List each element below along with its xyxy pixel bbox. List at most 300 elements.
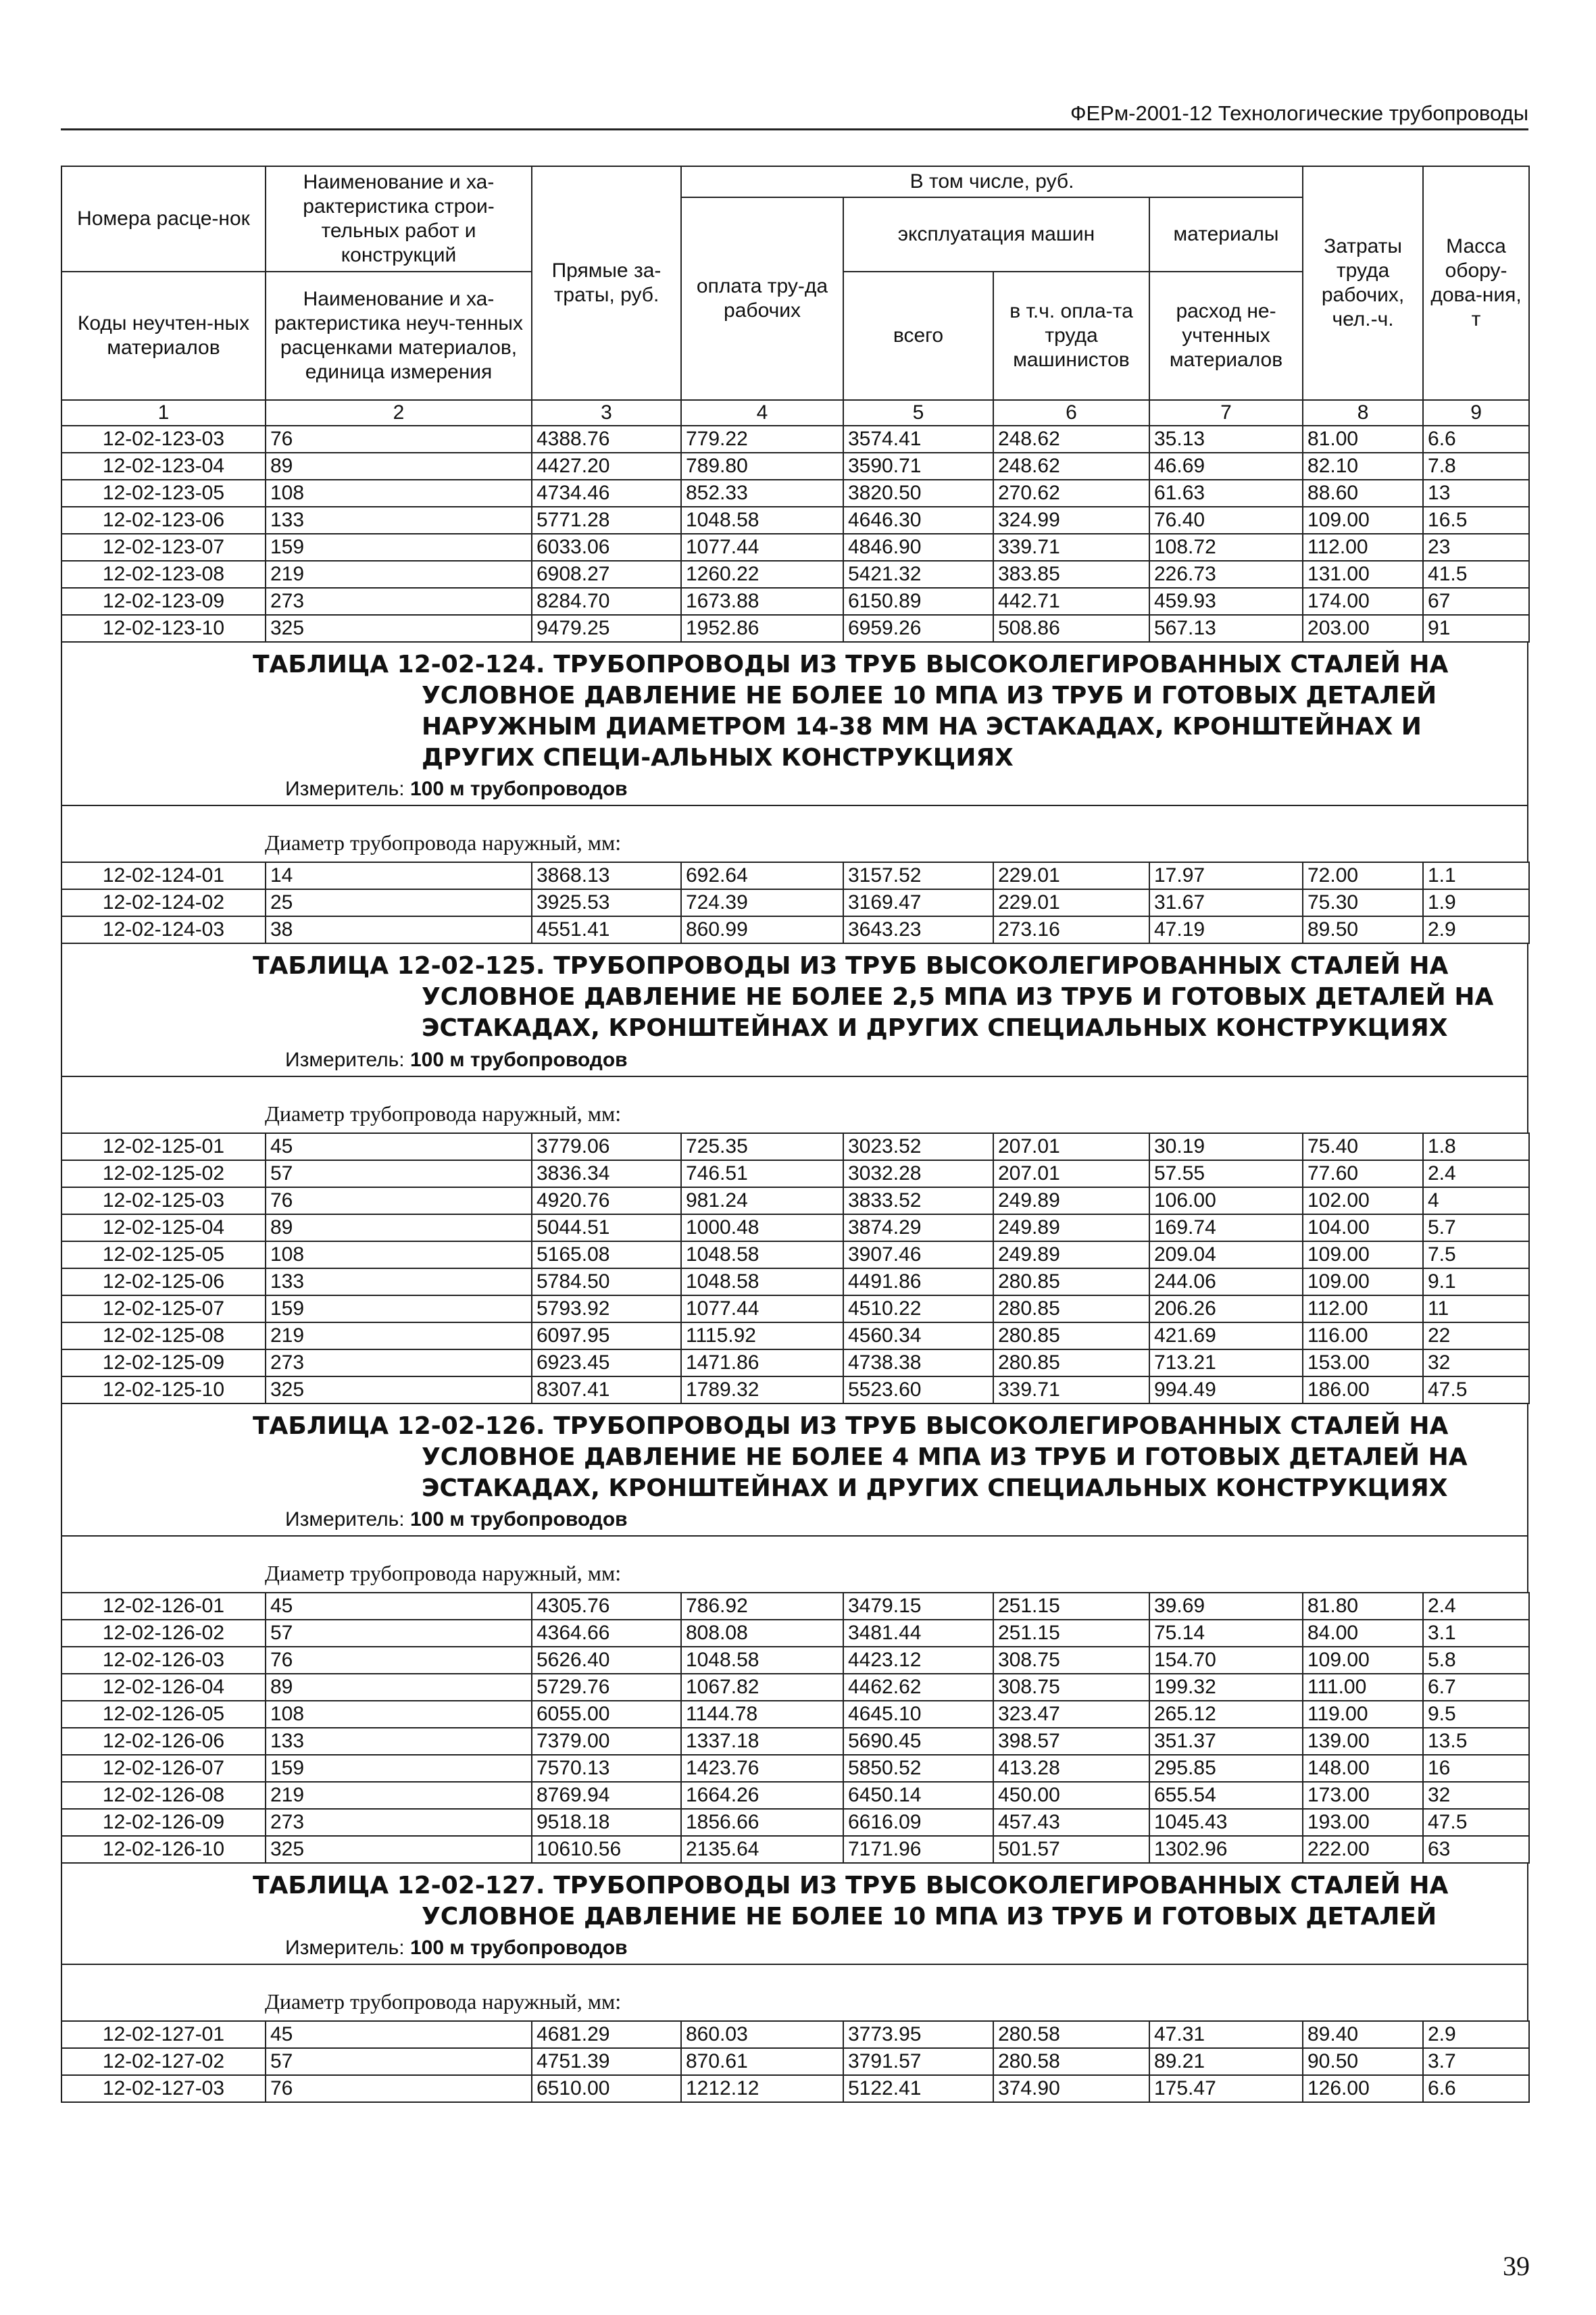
table-cell: 994.49 [1149,1376,1303,1403]
table-cell: 6616.09 [843,1809,993,1836]
table-cell: 9479.25 [532,615,681,642]
table-cell: 4738.38 [843,1349,993,1376]
table-cell: 4305.76 [532,1593,681,1620]
table-cell: 111.00 [1303,1674,1423,1701]
table-row [61,2075,1529,2102]
meter-label: Измеритель: [285,1936,405,1959]
column-number-cell: 6 [993,400,1149,426]
table-row [61,1187,1529,1214]
column-number-cell: 3 [532,400,681,426]
table-cell: 88.60 [1303,480,1423,507]
document-body [61,166,1528,2103]
table-cell: 1115.92 [681,1322,843,1349]
table-cell: 5044.51 [532,1214,681,1241]
table-cell: 67 [1423,588,1529,615]
section-title [61,944,1528,1047]
table-cell: 5729.76 [532,1674,681,1701]
table-cell: 109.00 [1303,507,1423,534]
table-cell: 323.47 [993,1701,1149,1728]
table-cell: 89 [266,1674,532,1701]
table-cell: 207.01 [993,1133,1149,1160]
table-cell: 108 [266,1241,532,1268]
table-row [61,507,1529,534]
col5-header: всего [843,272,993,400]
table-row [61,1647,1529,1674]
table-cell: 273.16 [993,916,1149,943]
table-cell: 7570.13 [532,1755,681,1782]
table-cell: 57 [266,1160,532,1187]
table-cell: 12-02-127-01 [61,2021,266,2048]
table-cell: 109.00 [1303,1268,1423,1295]
table-cell: 295.85 [1149,1755,1303,1782]
table-cell: 5793.92 [532,1295,681,1322]
col2-top-header: Наименование и ха-рактеристика строи-тельных работ и конструкций [266,166,532,272]
table-cell: 45 [266,2021,532,2048]
table-cell: 7171.96 [843,1836,993,1863]
column-number-cell: 8 [1303,400,1423,426]
col8-header: Затраты труда рабочих, чел.-ч. [1303,166,1423,400]
table-cell: 206.26 [1149,1295,1303,1322]
meter-line [61,1935,1528,1965]
table-cell: 12-02-124-03 [61,916,266,943]
section-table [61,1132,1530,1404]
table-cell: 6150.89 [843,588,993,615]
table-cell: 12-02-123-04 [61,453,266,480]
table-cell: 199.32 [1149,1674,1303,1701]
column-number-cell: 2 [266,400,532,426]
table-cell: 12-02-123-05 [61,480,266,507]
diameter-label: Диаметр трубопровода наружный, мм: [61,1537,1528,1592]
table-cell: 1337.18 [681,1728,843,1755]
table-cell: 25 [266,889,532,916]
table-cell: 109.00 [1303,1241,1423,1268]
table-cell: 4751.39 [532,2048,681,2075]
table-cell: 273 [266,1349,532,1376]
table-cell: 47.19 [1149,916,1303,943]
table-row [61,1241,1529,1268]
table-cell: 251.15 [993,1593,1149,1620]
table-cell: 459.93 [1149,588,1303,615]
table-row [61,2021,1529,2048]
table-cell: 244.06 [1149,1268,1303,1295]
table-row [61,1268,1529,1295]
table-cell: 280.58 [993,2048,1149,2075]
table-cell: 12-02-125-09 [61,1349,266,1376]
table-cell: 6450.14 [843,1782,993,1809]
section-label: ТАБЛИЦА 12-02-125. [253,952,545,980]
table-cell: 12-02-124-01 [61,862,266,889]
table-cell: 76.40 [1149,507,1303,534]
table-cell: 981.24 [681,1187,843,1214]
table-cell: 3907.46 [843,1241,993,1268]
section-label: ТАБЛИЦА 12-02-124. [253,651,545,678]
table-cell: 1048.58 [681,1647,843,1674]
table-cell: 6033.06 [532,534,681,561]
table-cell: 351.37 [1149,1728,1303,1755]
table-cell: 339.71 [993,534,1149,561]
table-cell: 16 [1423,1755,1529,1782]
table-cell: 4846.90 [843,534,993,561]
table-cell: 280.85 [993,1295,1149,1322]
header-table [61,166,1530,643]
table-cell: 501.57 [993,1836,1149,1863]
table-cell: 12-02-123-09 [61,588,266,615]
table-cell: 270.62 [993,480,1149,507]
table-cell: 75.40 [1303,1133,1423,1160]
table-cell: 5421.32 [843,561,993,588]
table-cell: 4646.30 [843,507,993,534]
table-cell: 3773.95 [843,2021,993,2048]
table-cell: 112.00 [1303,1295,1423,1322]
table-cell: 57 [266,1620,532,1647]
table-cell: 30.19 [1149,1133,1303,1160]
col7-header: расход не-учтенных материалов [1149,272,1303,400]
table-cell: 308.75 [993,1674,1149,1701]
table-cell: 186.00 [1303,1376,1423,1403]
section-table [61,2020,1530,2103]
table-cell: 3779.06 [532,1133,681,1160]
table-cell: 12-02-124-02 [61,889,266,916]
table-cell: 82.10 [1303,453,1423,480]
first-rows [61,426,1529,642]
table-cell: 12-02-126-08 [61,1782,266,1809]
table-cell: 12-02-126-10 [61,1836,266,1863]
section-table [61,862,1530,944]
table-cell: 725.35 [681,1133,843,1160]
table-cell: 12-02-127-02 [61,2048,266,2075]
page-number: 39 [1503,2251,1530,2281]
group-header: В том числе, руб. [681,166,1303,197]
table-cell: 808.08 [681,1620,843,1647]
column-number-cell: 1 [61,400,266,426]
table-cell: 133 [266,1268,532,1295]
table-cell: 5626.40 [532,1647,681,1674]
table-cell: 3791.57 [843,2048,993,2075]
table-cell: 325 [266,615,532,642]
table-cell: 1212.12 [681,2075,843,2102]
table-cell: 2.4 [1423,1593,1529,1620]
table-section [61,643,1528,944]
meter-value: 100 м трубопроводов [409,1936,628,1959]
table-row [61,615,1529,642]
table-cell: 23 [1423,534,1529,561]
table-cell: 16.5 [1423,507,1529,534]
table-cell: 308.75 [993,1647,1149,1674]
col2-bottom-header: Наименование и ха-рактеристика неуч-тенных расценками материалов, единица измерения [266,272,532,400]
table-cell: 280.58 [993,2021,1149,2048]
table-row [61,916,1529,943]
meter-label: Измеритель: [285,1508,405,1530]
meter-value: 100 м трубопроводов [409,1048,628,1071]
table-cell: 3925.53 [532,889,681,916]
table-cell: 106.00 [1149,1187,1303,1214]
table-cell: 75.14 [1149,1620,1303,1647]
table-cell: 159 [266,1295,532,1322]
table-cell: 12-02-126-09 [61,1809,266,1836]
table-cell: 57.55 [1149,1160,1303,1187]
table-cell: 90.50 [1303,2048,1423,2075]
table-cell: 3820.50 [843,480,993,507]
table-cell: 5850.52 [843,1755,993,1782]
section-title-text: ТРУБОПРОВОДЫ ИЗ ТРУБ ВЫСОКОЛЕГИРОВАННЫХ СТАЛЕЙ НА УСЛОВНОЕ ДАВЛЕНИЕ НЕ БОЛЕЕ 10 МПА ИЗ ТРУБ И ГОТОВЫХ ДЕТАЛЕЙ [422,1871,1449,1931]
table-cell: 273 [266,588,532,615]
table-cell: 76 [266,2075,532,2102]
table-cell: 12-02-125-02 [61,1160,266,1187]
table-cell: 852.33 [681,480,843,507]
table-cell: 4491.86 [843,1268,993,1295]
table-cell: 273 [266,1809,532,1836]
table-row [61,1836,1529,1863]
column-number-cell: 9 [1423,400,1529,426]
table-section [61,944,1528,1403]
table-cell: 45 [266,1593,532,1620]
column-number-cell: 5 [843,400,993,426]
table-cell: 1048.58 [681,1241,843,1268]
table-cell: 109.00 [1303,1647,1423,1674]
table-cell: 11 [1423,1295,1529,1322]
table-cell: 779.22 [681,426,843,453]
table-cell: 104.00 [1303,1214,1423,1241]
table-cell: 7379.00 [532,1728,681,1755]
table-row [61,2048,1529,2075]
table-row [61,453,1529,480]
table-cell: 5.8 [1423,1647,1529,1674]
table-cell: 131.00 [1303,561,1423,588]
table-cell: 209.04 [1149,1241,1303,1268]
table-cell: 280.85 [993,1322,1149,1349]
table-cell: 12-02-127-03 [61,2075,266,2102]
table-cell: 1.8 [1423,1133,1529,1160]
table-cell: 421.69 [1149,1322,1303,1349]
table-cell: 3.7 [1423,2048,1529,2075]
table-cell: 3643.23 [843,916,993,943]
table-cell: 5.7 [1423,1214,1529,1241]
table-cell: 4510.22 [843,1295,993,1322]
col3-header: Прямые за-траты, руб. [532,166,681,400]
table-cell: 1048.58 [681,507,843,534]
table-cell: 112.00 [1303,534,1423,561]
table-cell: 4 [1423,1187,1529,1214]
table-row [61,1674,1529,1701]
table-cell: 383.85 [993,561,1149,588]
table-cell: 222.00 [1303,1836,1423,1863]
table-cell: 47.5 [1423,1376,1529,1403]
table-row [61,1322,1529,1349]
table-cell: 249.89 [993,1241,1149,1268]
table-cell: 1067.82 [681,1674,843,1701]
section-label: ТАБЛИЦА 12-02-126. [253,1412,545,1440]
table-cell: 746.51 [681,1160,843,1187]
table-cell: 12-02-123-07 [61,534,266,561]
table-cell: 154.70 [1149,1647,1303,1674]
table-cell: 325 [266,1376,532,1403]
table-cell: 786.92 [681,1593,843,1620]
table-cell: 81.00 [1303,426,1423,453]
table-cell: 1077.44 [681,1295,843,1322]
table-cell: 3169.47 [843,889,993,916]
table-cell: 413.28 [993,1755,1149,1782]
table-cell: 6510.00 [532,2075,681,2102]
table-cell: 1952.86 [681,615,843,642]
table-cell: 169.74 [1149,1214,1303,1241]
table-row [61,1728,1529,1755]
table-row [61,426,1529,453]
table-cell: 12-02-126-04 [61,1674,266,1701]
meter-line [61,776,1528,806]
table-cell: 12-02-125-05 [61,1241,266,1268]
table-cell: 8284.70 [532,588,681,615]
table-cell: 251.15 [993,1620,1149,1647]
table-cell: 219 [266,561,532,588]
table-cell: 248.62 [993,453,1149,480]
table-cell: 207.01 [993,1160,1149,1187]
table-cell: 8769.94 [532,1782,681,1809]
table-cell: 248.62 [993,426,1149,453]
table-cell: 450.00 [993,1782,1149,1809]
table-cell: 159 [266,1755,532,1782]
header-title: ФЕРм-2001-12 Технологические трубопроводы [1070,101,1528,125]
table-cell: 6097.95 [532,1322,681,1349]
table-cell: 133 [266,507,532,534]
table-cell: 3574.41 [843,426,993,453]
table-cell: 4427.20 [532,453,681,480]
section-title-text: ТРУБОПРОВОДЫ ИЗ ТРУБ ВЫСОКОЛЕГИРОВАННЫХ СТАЛЕЙ НА УСЛОВНОЕ ДАВЛЕНИЕ НЕ БОЛЕЕ 2,5 МПА ИЗ ТРУБ И ГОТОВЫХ ДЕТАЛЕЙ НА ЭСТАКАДАХ, КРОНШТЕЙНАХ И ДРУГИХ СПЕЦИАЛЬНЫХ КОНСТРУКЦИЯХ [422,952,1494,1043]
table-cell: 3868.13 [532,862,681,889]
table-cell: 89 [266,1214,532,1241]
table-cell: 1856.66 [681,1809,843,1836]
column-number-cell: 7 [1149,400,1303,426]
col1-top-header: Номера расце-нок [61,166,266,272]
table-cell: 249.89 [993,1187,1149,1214]
table-cell: 508.86 [993,615,1149,642]
table-cell: 229.01 [993,889,1149,916]
table-cell: 3157.52 [843,862,993,889]
table-cell: 4388.76 [532,426,681,453]
table-cell: 31.67 [1149,889,1303,916]
table-cell: 12-02-123-03 [61,426,266,453]
table-cell: 63 [1423,1836,1529,1863]
table-cell: 102.00 [1303,1187,1423,1214]
table-cell: 89 [266,453,532,480]
section-title-text: ТРУБОПРОВОДЫ ИЗ ТРУБ ВЫСОКОЛЕГИРОВАННЫХ СТАЛЕЙ НА УСЛОВНОЕ ДАВЛЕНИЕ НЕ БОЛЕЕ 10 МПА ИЗ ТРУБ И ГОТОВЫХ ДЕТАЛЕЙ НАРУЖНЫМ ДИАМЕТРОМ 14-38 ММ НА ЭСТАКАДАХ, КРОНШТЕЙНАХ И ДРУГИХ СПЕЦИ-АЛЬНЫХ КОНСТРУКЦИЯХ [422,651,1449,772]
table-cell: 3.1 [1423,1620,1529,1647]
table-cell: 3590.71 [843,453,993,480]
table-cell: 655.54 [1149,1782,1303,1809]
table-cell: 457.43 [993,1809,1149,1836]
table-cell: 12-02-126-01 [61,1593,266,1620]
meter-value: 100 м трубопроводов [409,1508,628,1530]
diameter-label: Диаметр трубопровода наружный, мм: [61,1077,1528,1132]
table-cell: 12-02-125-04 [61,1214,266,1241]
table-cell: 108.72 [1149,534,1303,561]
table-cell: 12-02-125-06 [61,1268,266,1295]
table-cell: 6959.26 [843,615,993,642]
table-cell: 159 [266,534,532,561]
table-cell: 46.69 [1149,453,1303,480]
table-cell: 6.6 [1423,2075,1529,2102]
table-cell: 32 [1423,1782,1529,1809]
diameter-label: Диаметр трубопровода наружный, мм: [61,806,1528,862]
table-cell: 12-02-126-02 [61,1620,266,1647]
table-cell: 265.12 [1149,1701,1303,1728]
table-cell: 175.47 [1149,2075,1303,2102]
table-cell: 4645.10 [843,1701,993,1728]
table-cell: 17.97 [1149,862,1303,889]
table-row [61,534,1529,561]
table-cell: 1789.32 [681,1376,843,1403]
table-row [61,862,1529,889]
col6-header: в т.ч. опла-та труда машинистов [993,272,1149,400]
table-cell: 4560.34 [843,1322,993,1349]
table-cell: 1260.22 [681,561,843,588]
table-cell: 724.39 [681,889,843,916]
table-cell: 280.85 [993,1349,1149,1376]
table-cell: 14 [266,862,532,889]
table-cell: 12-02-123-06 [61,507,266,534]
table-row [61,480,1529,507]
table-row [61,1133,1529,1160]
column-numbers-row [61,400,1529,426]
table-cell: 57 [266,2048,532,2075]
table-cell: 4462.62 [843,1674,993,1701]
table-cell: 10610.56 [532,1836,681,1863]
table-cell: 39.69 [1149,1593,1303,1620]
page-header [61,101,1528,130]
table-cell: 133 [266,1728,532,1755]
table-cell: 374.90 [993,2075,1149,2102]
table-cell: 339.71 [993,1376,1149,1403]
table-cell: 1302.96 [1149,1836,1303,1863]
table-cell: 89.21 [1149,2048,1303,2075]
table-cell: 1144.78 [681,1701,843,1728]
table-cell: 35.13 [1149,426,1303,453]
table-cell: 249.89 [993,1214,1149,1241]
table-cell: 6908.27 [532,561,681,588]
table-cell: 203.00 [1303,615,1423,642]
table-cell: 4920.76 [532,1187,681,1214]
table-cell: 9.1 [1423,1268,1529,1295]
table-cell: 61.63 [1149,480,1303,507]
diameter-label: Диаметр трубопровода наружный, мм: [61,1965,1528,2020]
table-row [61,1755,1529,1782]
table-cell: 193.00 [1303,1809,1423,1836]
sections [61,643,1528,2103]
table-cell: 4551.41 [532,916,681,943]
table-cell: 116.00 [1303,1322,1423,1349]
table-cell: 9518.18 [532,1809,681,1836]
table-cell: 32 [1423,1349,1529,1376]
table-cell: 1077.44 [681,534,843,561]
table-cell: 3874.29 [843,1214,993,1241]
table-cell: 12-02-123-10 [61,615,266,642]
table-cell: 12-02-125-08 [61,1322,266,1349]
table-cell: 3481.44 [843,1620,993,1647]
table-cell: 3833.52 [843,1187,993,1214]
section-label: ТАБЛИЦА 12-02-127. [253,1871,545,1899]
column-number-cell: 4 [681,400,843,426]
machines-header: эксплуатация машин [843,197,1149,272]
table-cell: 7.8 [1423,453,1529,480]
table-row [61,1809,1529,1836]
table-cell: 148.00 [1303,1755,1423,1782]
table-row [61,1214,1529,1241]
table-cell: 81.80 [1303,1593,1423,1620]
table-cell: 6.6 [1423,426,1529,453]
table-cell: 45 [266,1133,532,1160]
table-cell: 174.00 [1303,588,1423,615]
table-cell: 2135.64 [681,1836,843,1863]
table-cell: 89.40 [1303,2021,1423,2048]
